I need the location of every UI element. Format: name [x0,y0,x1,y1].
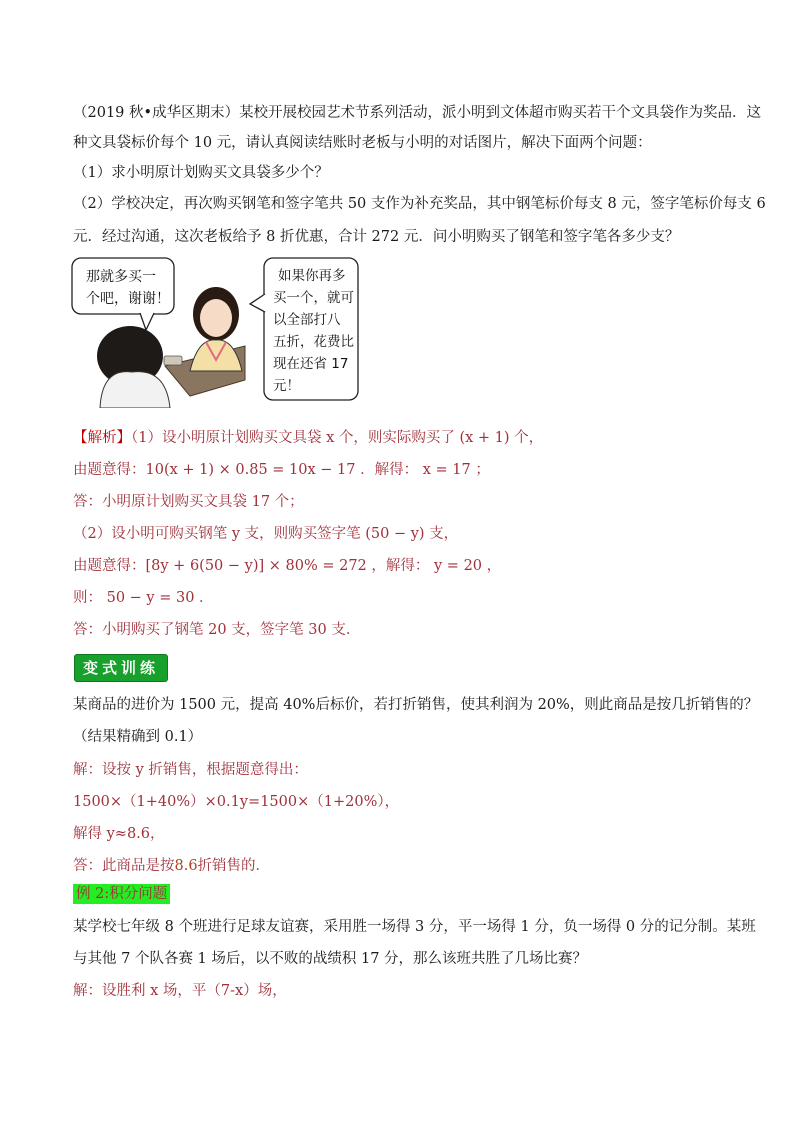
problem-text: （2019 秋•成华区期末）某校开展校园艺术节系列活动，派小明到文体超市购买若干个文具袋作为奖品．这 [73,105,762,121]
bubble-right-line-6: 元！ [273,378,300,394]
example-2-tag: 例 2:积分问题 [73,884,170,904]
variant-solution-1: 解：设按 y 折销售，根据题意得出： [73,762,308,778]
solution-line-1: 【解析】（1）设小明原计划购买文具袋 x 个，则实际购买了 (x + 1) 个， [73,430,544,446]
variant-solution-3: 解得 y≈8.6， [73,826,165,842]
bubble-left-line-2: 个吧，谢谢！ [86,291,170,307]
variant-training-badge: 变式训练 [74,654,168,682]
solution-line-5: 由题意得：[8y + 6(50 − y)] × 80% = 272 ，解得： y = 20 ， [73,558,502,574]
solution-line-7: 答：小明购买了钢笔 20 支，签字笔 30 支． [73,622,361,638]
example-2-text: 与其他 7 个队各赛 1 场后，以不败的战绩积 17 分，那么该班共胜了几场比赛？ [73,951,588,967]
example-2-text: 某学校七年级 8 个班进行足球友谊赛，采用胜一场得 3 分，平一场得 1 分，负一场得 0 分的记分制。某班 [73,919,756,935]
bubble-left-line-1: 那就多买一 [86,269,156,285]
question-1: （1）求小明原计划购买文具袋多少个？ [73,165,329,181]
bubble-right-line-1: 如果你再多 [278,268,346,284]
bubble-right-line-5: 现在还省 17 [273,356,349,372]
bubble-right-line-4: 五折，花费比 [273,334,354,350]
solution-line-6: 则： 50 − y = 30 ． [73,590,214,606]
bubble-right-line-2: 买一个，就可 [273,290,354,306]
variant-solution-2: 1500×（1+40%）×0.1y=1500×（1+20%）， [73,794,400,810]
question-2-cont: 元．经过沟通，这次老板给予 8 折优惠，合计 272 元．问小明购买了钢笔和签字笔各多少支？ [73,229,680,245]
problem-text: 种文具袋标价每个 10 元，请认真阅读结账时老板与小明的对话图片，解决下面两个问题： [73,135,652,151]
variant-question: 某商品的进价为 1500 元，提高 40%后标价，若打折销售，使其利润为 20%，则此商品是按几折销售的？ [73,697,759,713]
dialogue-illustration [70,256,360,408]
solution-tag: 【解析】 [73,430,131,446]
variant-question-note: （结果精确到 0.1） [73,729,203,745]
question-2: （2）学校决定，再次购买钢笔和签字笔共 50 支作为补充奖品，其中钢笔标价每支 8 元，签字笔标价每支 6 [73,196,766,212]
variant-answer: 答：此商品是按8.6折销售的． [73,858,271,874]
solution-line-2: 由题意得：10(x + 1) × 0.85 = 10x − 17 ．解得： x = 17 ； [73,462,490,478]
solution-line-4: （2）设小明可购买钢笔 y 支，则购买签字笔 (50 − y) 支， [73,526,459,542]
solution-line-3: 答：小明原计划购买文具袋 17 个； [73,494,304,510]
example-2-solution: 解：设胜利 x 场，平（7-x）场， [73,983,287,999]
bubble-right-line-3: 以全部打八 [273,312,341,328]
